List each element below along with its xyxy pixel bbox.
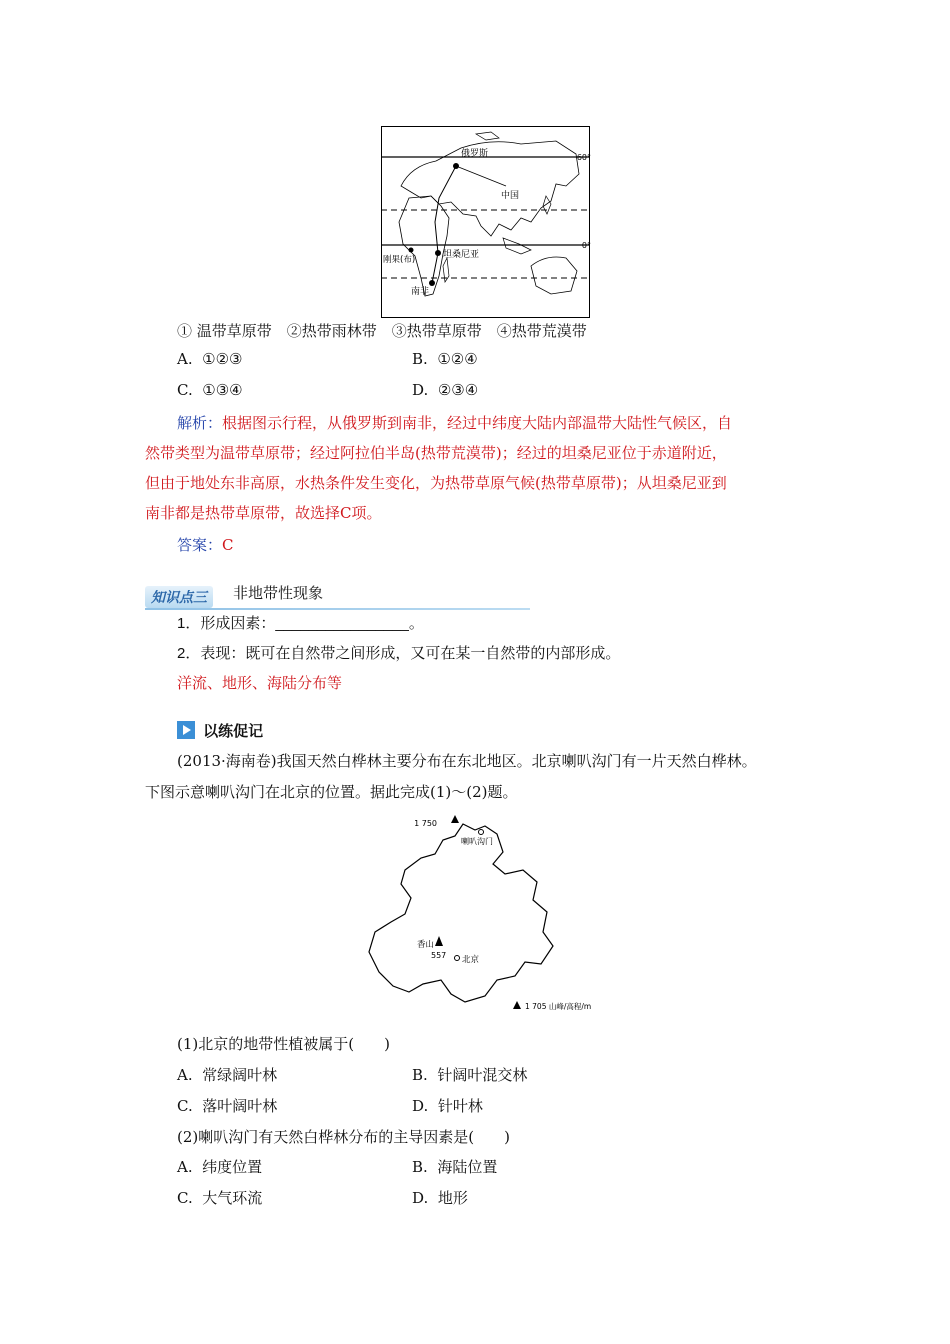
label-south-africa: 南非 — [411, 287, 430, 297]
choice-text: 落叶阔叶林 — [202, 1097, 278, 1115]
choice-letter: B. — [412, 1066, 428, 1084]
q2-choice-a — [177, 1064, 277, 1085]
choice-text: ①②④ — [437, 350, 478, 368]
intro-line-2: 下图示意喇叭沟门在北京的位置。据此完成(1)～(2)题。 — [145, 783, 518, 801]
choice-letter: D. — [412, 1097, 429, 1115]
answer-label: 答案： — [177, 536, 223, 554]
choice-text: 针叶林 — [437, 1097, 483, 1115]
section-title: 非地带性现象 — [233, 585, 324, 602]
analysis-line-3: 但由于地处东非高原，水热条件发生变化，为热带草原气候(热带草原带)；从坦桑尼亚到 — [145, 474, 727, 492]
section-underline — [145, 608, 530, 610]
section-badge-text: 知识点三 — [151, 589, 207, 605]
q3-stem: (2)喇叭沟门有天然白桦林分布的主导因素是( ) — [177, 1128, 510, 1146]
q1-choice-d — [412, 381, 478, 399]
label-xiangshan-height: 557 — [431, 951, 447, 960]
choice-text: 纬度位置 — [202, 1158, 263, 1176]
label-peak-top: 1 750 — [414, 819, 437, 828]
analysis-line-1 — [177, 412, 732, 433]
play-icon — [177, 721, 195, 739]
q3-choice-d — [412, 1187, 468, 1208]
answer-value: C — [222, 536, 234, 554]
choice-text: 针阔叶混交林 — [437, 1066, 528, 1084]
label-russia: 俄罗斯 — [461, 149, 489, 159]
choice-text: 大气环流 — [202, 1189, 263, 1207]
section-header-bar — [145, 580, 530, 610]
q2-stem: (1)北京的地带性植被属于( ) — [177, 1035, 390, 1053]
label-congo: 刚果(布) — [383, 255, 416, 265]
choice-text: ①③④ — [202, 381, 243, 399]
analysis-line-2: 然带类型为温带草原带；经过阿拉伯半岛(热带荒漠带)；经过的坦桑尼亚位于赤道附近， — [145, 444, 727, 462]
q1-choice-a — [177, 350, 243, 368]
choice-letter: D. — [412, 381, 429, 399]
choice-letter: C. — [177, 381, 193, 399]
choice-letter: C. — [177, 1097, 193, 1115]
choice-letter: A. — [177, 1066, 193, 1084]
label-xiangshan: 香山 — [417, 940, 435, 950]
choice-text: 海陆位置 — [437, 1158, 498, 1176]
label-60: 60° — [576, 153, 591, 162]
q3-choice-a — [177, 1156, 262, 1177]
choice-letter: B. — [412, 1158, 428, 1176]
q3-choice-b — [412, 1156, 497, 1177]
q1-choice-c — [177, 381, 243, 399]
analysis-text: 根据图示行程，从俄罗斯到南非，经过中纬度大陆内部温带大陆性气候区，自 — [222, 414, 733, 432]
choice-text: 常绿阔叶林 — [202, 1066, 278, 1084]
choice-letter: A. — [177, 350, 193, 368]
answer-line — [177, 534, 234, 555]
analysis-line-4: 南非都是热带草原带，故选择C项。 — [145, 504, 382, 522]
label-legend: 1 705 山峰/高程/m — [525, 1002, 592, 1011]
q1-options-line: ① 温带草原带 ②热带雨林带 ③热带草原带 ④热带荒漠带 — [177, 322, 587, 340]
item-2: 2．表现：既可在自然带之间形成，又可在某一自然带的内部形成。 — [177, 645, 621, 662]
q2-choice-c — [177, 1095, 277, 1116]
beijing-map — [365, 812, 615, 1014]
practice-heading — [177, 720, 263, 741]
q2-choice-d — [412, 1095, 483, 1116]
label-beijing: 北京 — [462, 955, 480, 965]
section-badge — [145, 586, 213, 608]
choice-text: ①②③ — [202, 350, 243, 368]
choice-letter: A. — [177, 1158, 193, 1176]
choice-letter: C. — [177, 1189, 193, 1207]
label-labagoumen: 喇叭沟门 — [461, 837, 493, 846]
q3-choice-c — [177, 1187, 262, 1208]
practice-heading-text: 以练促记 — [203, 723, 264, 740]
label-tanzania: 坦桑尼亚 — [443, 250, 480, 260]
choice-text: ②③④ — [437, 381, 479, 399]
intro-line-1: (2013·海南卷)我国天然白桦林主要分布在东北地区。北京喇叭沟门有一片天然白桦林。 — [177, 752, 757, 770]
q2-choice-b — [412, 1064, 527, 1085]
q1-choice-b — [412, 350, 478, 368]
route-map — [381, 126, 590, 318]
fill-answer: 洋流、地形、海陆分布等 — [177, 675, 343, 692]
choice-letter: D. — [412, 1189, 429, 1207]
choice-letter: B. — [412, 350, 428, 368]
label-0: 0° — [581, 241, 591, 250]
label-china: 中国 — [501, 191, 520, 201]
item-1: 1．形成因素：________________。 — [177, 615, 424, 632]
choice-text: 地形 — [437, 1189, 468, 1207]
analysis-label: 解析： — [177, 414, 223, 432]
